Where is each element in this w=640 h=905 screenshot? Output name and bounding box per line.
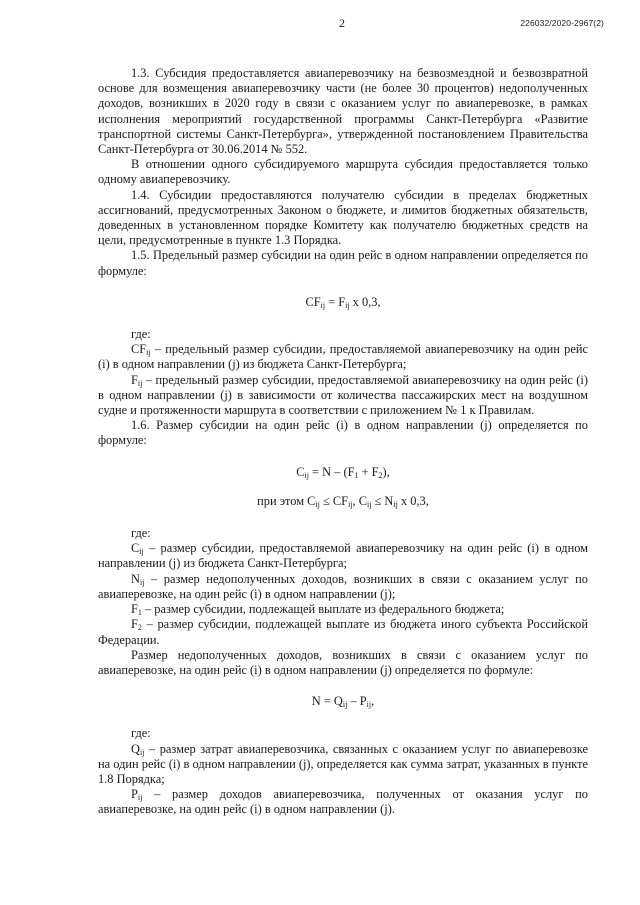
definition-f2: $F_2$ – размер субсидии, подлежащей выплате из бюджета иного субъекта Российской Федерации.	[98, 617, 588, 647]
paragraph-1-3: 1.3. Субсидия предоставляется авиаперевозчику на безвозмездной и безвозвратной основе для возмещения авиаперевозчику части (не более 30 процентов) недополученных доходов, возникших в 2020 году в связи с оказанием услуг по авиаперевозке, в рамках исполнения мероприятий государственной программы Санкт-Петербурга «Развитие транспортной системы Санкт-Петербурга», утвержденной постановлением Правительства Санкт-Петербурга от 30.06.2014 № 552.	[98, 66, 588, 157]
definition-f: $F_{ij}$ – предельный размер субсидии, предоставляемой авиаперевозчику на один рейс (i) в одном направлении (j) в зависимости от количества пассажирских мест на воздушном судне и протяженности маршрута в соответствии с приложением № 1 к Правилам.	[98, 372, 588, 418]
definition-p: $P_{ij}$ – размер доходов авиаперевозчика, полученных от оказания услуг по авиаперевозке, на один рейс (i) в одном направлении (j).	[98, 787, 588, 817]
paragraph-route: В отношении одного субсидируемого маршрута субсидия предоставляется только одному авиаперевозчику.	[98, 157, 588, 187]
document-code: 226032/2020-2967(2)	[520, 18, 604, 28]
paragraph-1-6: 1.6. Размер субсидии на один рейс (i) в одном направлении (j) определяется по формуле:	[98, 418, 588, 448]
where-label-3: где:	[131, 726, 151, 741]
paragraph-1-4: 1.4. Субсидии предоставляются получателю субсидии в пределах бюджетных ассигнований, предусмотренных Законом о бюджете, и лимитов бюджетных обязательств, доведенных в установленном порядке Комитету как получателю бюджетных средств на цели, предусмотренные в пункте 1.3 Порядка.	[98, 187, 588, 248]
paragraph-n: Размер недополученных доходов, возникших в связи с оказанием услуг по авиаперевозке, на один рейс (i) в одном направлении (j) определяется по формуле:	[98, 647, 588, 677]
document-body	[98, 66, 588, 818]
definition-c: $C_{ij}$ – размер субсидии, предоставляемой авиаперевозчику на один рейс (i) в одном направлении (j) из бюджета Санкт-Петербурга;	[98, 541, 588, 571]
where-label: где:	[131, 327, 151, 342]
paragraph-1-5: 1.5. Предельный размер субсидии на один рейс в одном направлении определяется по формуле:	[98, 248, 588, 278]
formula-cf: $CF_{ij} = F_{ij}$ x 0,3,	[305, 294, 381, 310]
formula-n: $N = Q_{ij} - P_{ij}$,	[311, 694, 375, 710]
definition-f1: $F_1$ – размер субсидии, подлежащей выплате из федерального бюджета;	[131, 602, 505, 618]
definition-cf: $CF_{ij}$ – предельный размер субсидии, предоставляемой авиаперевозчику на один рейс (i) в одном направлении (j) из бюджета Санкт-Петербурга;	[98, 342, 588, 372]
where-label-2: где:	[131, 526, 151, 541]
formula-c: $C_{ij} = N - (F_1 + F_2)$,	[296, 464, 390, 480]
page-number: 2	[339, 16, 345, 30]
definition-n: $N_{ij}$ – размер недополученных доходов, возникших в связи с оказанием услуг по авиаперевозке, на один рейс (i) в одном направлении (j);	[98, 571, 588, 601]
formula-condition: при этом $C_{ij} \le CF_{ij}$, $C_{ij} \le N_{ij}$ x 0,3,	[257, 493, 429, 509]
definition-q: $Q_{ij}$ – размер затрат авиаперевозчика, связанных с оказанием услуг по авиаперевозке на один рейс (i) в одном направлении (j), определяется как сумма затрат, указанных в пункте 1.8 Порядка;	[98, 741, 588, 786]
